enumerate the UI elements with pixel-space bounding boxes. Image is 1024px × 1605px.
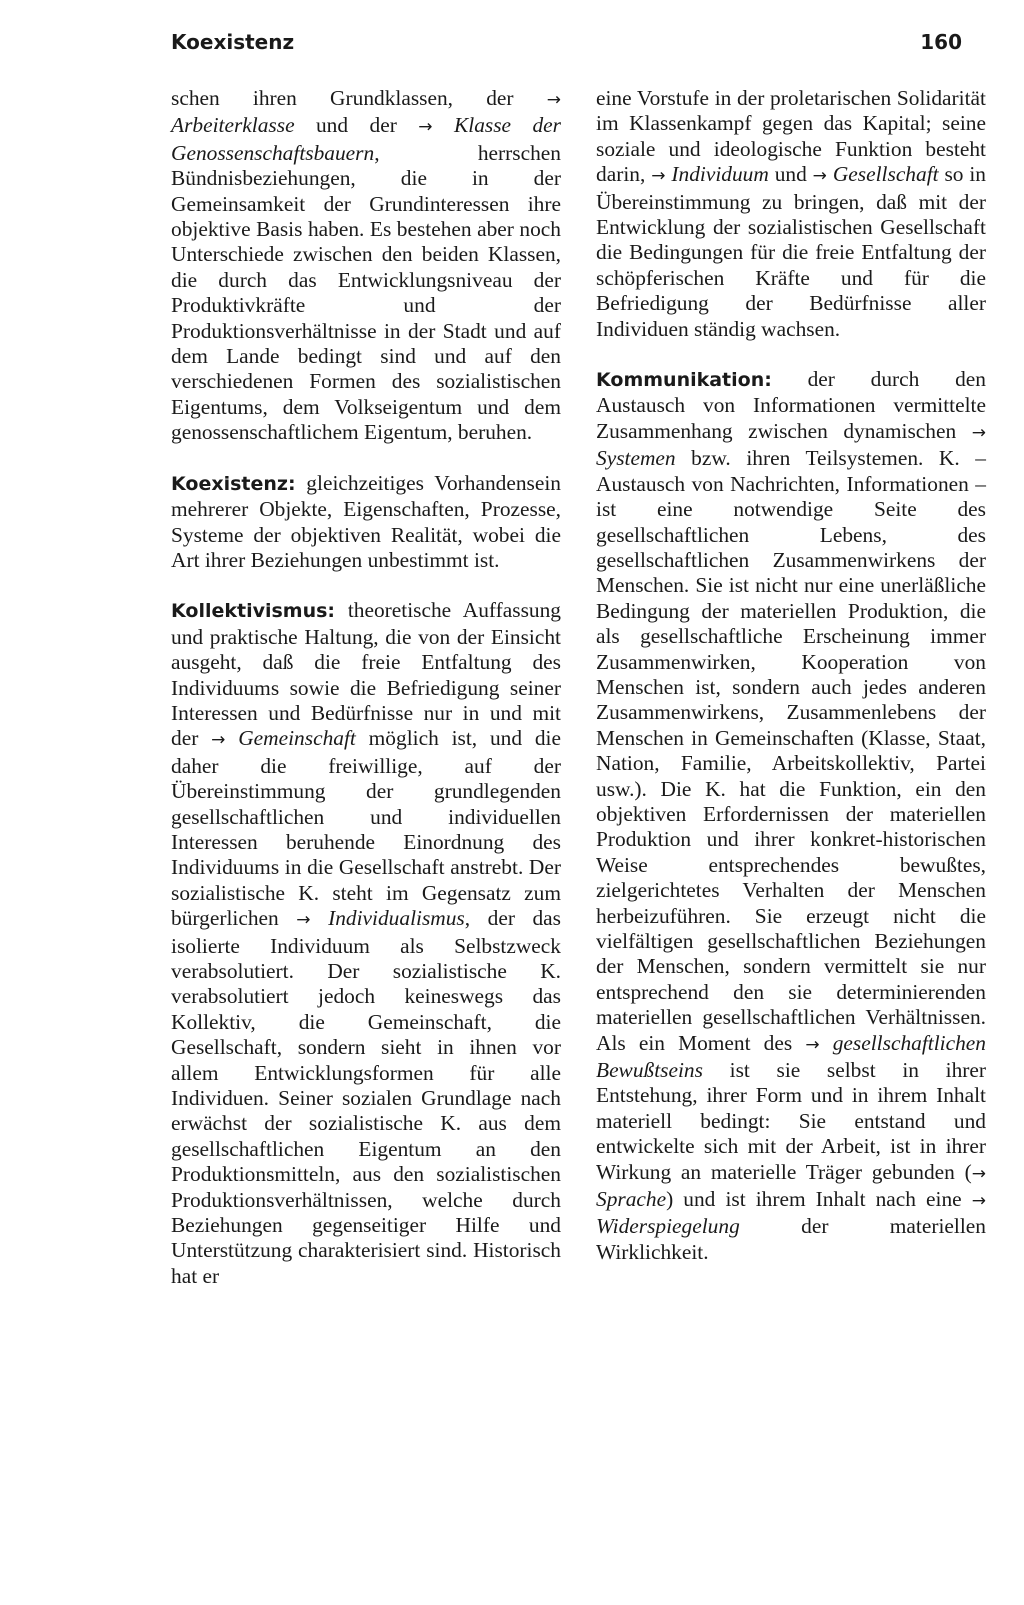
entry-term: Kommunikation: [596,369,772,392]
cross-reference: Individualismus [328,906,465,931]
cross-reference-arrow-icon: → [296,910,329,931]
dictionary-paragraph [596,86,986,342]
entry-term: Koexistenz: [171,472,296,495]
cross-reference-arrow-icon: → [812,166,833,187]
body-text: bzw. ihren Teilsystemen. K. – Austausch von Nachrichten, Informationen – ist eine notwendige Seite des gesellschaftlichen Lebens, des gesellschaftlichen Zusammenwirkens der Menschen. Sie ist nicht nur eine unerläßliche Bedingung der materiellen Produktion, die als gesellschaftliche Erscheinung immer Zusammenwirken, Kooperation von Menschen ist, sondern auch jedes anderen Zusammenwirkens, Zusammenlebens der Menschen in Gemeinschaften (Klasse, Staat, Nation, Familie, Arbeitskollektiv, Partei usw.). Die K. hat die Funktion, ein den objektiven Erfordernissen der materiellen Produktion und ihrer konkret-historischen Weise entsprechendes bewußtes, zielgerichtetes Verhalten der Menschen herbeizuführen. Sie erzeugt nicht die vielfältigen gesellschaftlichen Beziehungen der Menschen, sondern vermittelt sie nur entsprechend den sie determinierenden materiellen gesellschaftlichen Verhältnissen. Als ein Moment des [596,446,986,1055]
body-text: ist sie selbst in ihrer Entstehung, ihrer Form und in ihrem Inhalt materiell bedingt: Sie entstand und entwickelte sich mit der Arbeit, ist in ihrer Wirkung an materielle Träger gebunden ( [596,1058,986,1184]
cross-reference: Individuum [671,162,769,187]
body-text: schen ihren Grundklassen, der [171,86,547,110]
cross-reference: Systemen [596,446,676,471]
page-header [171,30,962,64]
cross-reference: Sprache [596,1187,667,1212]
body-text: und der [294,113,419,138]
cross-reference-arrow-icon: → [805,1034,833,1055]
body-text: , herrschen Bündnisbeziehungen, die in der Gemeinsamkeit der Grundinteressen ihre objektive Basis haben. Es bestehen aber noch Unterschiede zwischen den beiden Klassen, die durch das Entwicklungsniveau der Produktivkräfte und der Produktionsverhältnisse in der Stadt und auf dem Lande bedingt sind und auf den verschiedenen Formen des sozialistischen Eigentums, dem Volkseigentum und dem genossenschaftlichem Eigentum, beruhen. [171,140,561,445]
body-text: der materiellen Wirklichkeit. [596,1214,986,1264]
cross-reference: Klasse der Genossenschaftsbauern [171,113,561,165]
dictionary-paragraph [171,598,561,1289]
running-title: Koexistenz [171,30,295,54]
dictionary-paragraph [171,86,561,446]
dictionary-paragraph [171,471,561,574]
page-number: 160 [920,30,962,54]
body-text: eine Vorstufe in der proletarischen Solidarität im Klassenkampf gegen das Kapital; seine soziale und ideologische Funktion besteht darin, [596,86,986,187]
cross-reference: gesellschaftlichen Bewußtseins [596,1030,986,1083]
body-text: und [768,162,813,187]
body-text: gleichzeitiges Vorhandensein mehrerer Objekte, Eigenschaften, Prozesse, Systeme der objektiven Realität, wobei die Art ihrer Beziehungen unbestimmt ist. [171,470,561,572]
body-text: möglich ist, und die daher die freiwillige, auf der Übereinstimmung der grundlegenden gesellschaftlichen und individuellen Interessen beruhende Einordnung des Individuums in die Gesellschaft anstrebt. Der sozialistische K. steht im Gegensatz zum bürgerlichen [171,726,561,931]
body-text: der durch den Austausch von Informationen vermittelte Zusammenhang zwischen dynamischen [596,367,986,443]
cross-reference-arrow-icon: → [971,1163,986,1184]
cross-reference-arrow-icon: → [211,730,239,751]
body-text: , der das isolierte Individuum als Selbstzweck verabsolutiert. Der sozialistische K. verabsolutiert jedoch keineswegs das Kollektiv, die Gemeinschaft, die Gesellschaft, sondern sieht in ihnen vor allem Entwicklungsformen für alle Individuen. Seiner sozialen Grundlage nach erwächst der sozialistische K. aus dem gesellschaftlichen Eigentum an den Produktionsmitteln, aus den sozialistischen Produktionsverhältnissen, welche durch Beziehungen gegenseitiger Hilfe und Unterstützung charakterisiert sind. Historisch hat er [171,906,562,1288]
right-column [596,86,986,1265]
body-text: so in Übereinstimmung zu bringen, daß mit der Entwicklung der sozialistischen Gesellschaft die Bedingungen für die freie Entfaltung der schöpferischen Kräfte und für die Befriedigung der Bedürfnisse aller Individuen ständig wachsen. [596,162,987,341]
cross-reference-arrow-icon: → [651,166,672,187]
dictionary-paragraph [596,367,986,1265]
cross-reference: Widerspiegelung [596,1214,740,1239]
cross-reference-arrow-icon: → [971,422,986,443]
body-text: ) und ist ihrem Inhalt nach eine [666,1187,972,1212]
left-column [171,86,561,1289]
entry-term: Kollektivismus: [171,600,336,623]
cross-reference-arrow-icon: → [546,90,561,110]
body-text: theoretische Auffassung und praktische Haltung, die von der Einsicht ausgeht, daß die freie Entfaltung des Individuums sowie die Befriedigung seiner Interessen und Bedürfnisse nur in und mit der [171,598,561,751]
cross-reference: Gemeinschaft [238,726,356,751]
cross-reference: Gesellschaft [832,162,939,187]
cross-reference-arrow-icon: → [418,117,454,138]
cross-reference-arrow-icon: → [971,1191,986,1212]
cross-reference: Arbeiterklasse [171,113,295,138]
